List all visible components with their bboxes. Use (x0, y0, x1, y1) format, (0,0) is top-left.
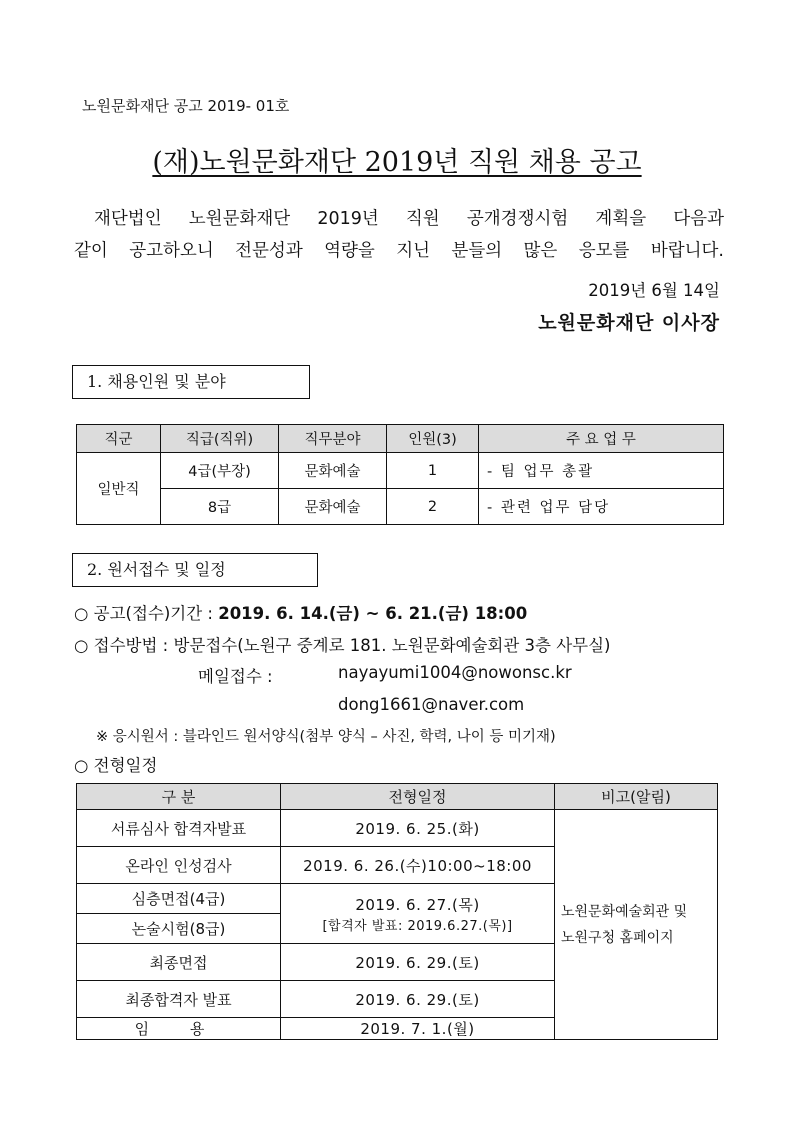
cell-field: 문화예술 (279, 489, 387, 525)
table-row (77, 453, 724, 489)
schedule-table (76, 783, 718, 1040)
table-row (77, 489, 724, 525)
header-remark: 비고(알림) (555, 784, 718, 810)
schedule-item: 온라인 인성검사 (77, 847, 281, 884)
recruitment-table (76, 424, 724, 525)
recruitment-header-row (77, 425, 724, 453)
intro-line-1: 재단법인 노원문화재단 2019년 직원 공개경쟁시험 계획을 다음과 (94, 209, 724, 229)
header-group: 직군 (77, 425, 161, 453)
schedule-remark (555, 810, 718, 1040)
table-row (77, 810, 718, 847)
document-title-text: (재)노원문화재단 2019년 직원 채용 공고 (152, 147, 642, 178)
notice-number: 노원문화재단 공고 2019- 01호 (82, 97, 290, 115)
method-line (74, 632, 610, 656)
application-note: ※ 응시원서 : 블라인드 원서양식(첨부 양식 – 사진, 학력, 나이 등 미기재) (96, 729, 556, 745)
schedule-item: 임 용 (77, 1018, 281, 1040)
schedule-date: 2019. 6. 25.(화) (281, 810, 555, 847)
schedule-item: 심층면접(4급) (77, 884, 281, 914)
schedule-item: 최종합격자 발표 (77, 981, 281, 1018)
cell-task: - 팀 업무 총괄 (479, 453, 724, 489)
schedule-item: 최종면접 (77, 944, 281, 981)
cell-count: 2 (387, 489, 479, 525)
section2-heading: 2. 원서접수 및 일정 (72, 553, 318, 587)
header-field: 직무분야 (279, 425, 387, 453)
header-schedule: 전형일정 (281, 784, 555, 810)
signer: 노원문화재단 이사장 (538, 312, 720, 334)
intro-paragraph (74, 203, 724, 267)
method-label: ○ 접수방법 : (74, 636, 169, 655)
schedule-date: 2019. 6. 27.(목) (355, 895, 480, 914)
schedule-header-row (77, 784, 718, 810)
cell-field: 문화예술 (279, 453, 387, 489)
schedule-date: 2019. 6. 26.(수)10:00~18:00 (281, 847, 555, 884)
document-title (0, 140, 794, 179)
method-value: 방문접수(노원구 중계로 181. 노원문화예술회관 3층 사무실) (173, 636, 611, 655)
remark-line-1: 노원문화예술회관 및 (561, 903, 688, 920)
cell-task: - 관련 업무 담당 (479, 489, 724, 525)
schedule-date-note: [합격자 발표: 2019.6.27.(목)] (322, 918, 513, 934)
cell-grade: 8급 (161, 489, 279, 525)
schedule-date: 2019. 6. 29.(토) (281, 981, 555, 1018)
schedule-item: 논술시험(8급) (77, 914, 281, 944)
cell-grade: 4급(부장) (161, 453, 279, 489)
header-grade: 직급(직위) (161, 425, 279, 453)
email-2: dong1661@naver.com (338, 695, 525, 714)
announcement-date: 2019년 6월 14일 (588, 281, 720, 300)
header-task: 주 요 업 무 (479, 425, 724, 453)
header-count: 인원(3) (387, 425, 479, 453)
email-label: 메일접수 : (198, 667, 273, 686)
intro-line-2: 같이 공고하오니 전문성과 역량을 지닌 분들의 많은 응모를 바랍니다. (74, 241, 724, 261)
period-label: ○ 공고(접수)기간 : (74, 604, 213, 623)
cell-count: 1 (387, 453, 479, 489)
schedule-date-merged (281, 884, 555, 944)
cell-group: 일반직 (77, 453, 161, 525)
schedule-item: 서류심사 합격자발표 (77, 810, 281, 847)
header-category: 구 분 (77, 784, 281, 810)
schedule-label: ○ 전형일정 (74, 756, 158, 775)
schedule-date: 2019. 6. 29.(토) (281, 944, 555, 981)
section1-heading: 1. 채용인원 및 분야 (72, 365, 310, 399)
period-line (74, 600, 527, 624)
schedule-date: 2019. 7. 1.(월) (281, 1018, 555, 1040)
remark-line-2: 노원구청 홈페이지 (561, 929, 674, 946)
period-value: 2019. 6. 14.(금) ~ 6. 21.(금) 18:00 (218, 604, 528, 623)
email-1: nayayumi1004@nowonsc.kr (338, 663, 572, 682)
